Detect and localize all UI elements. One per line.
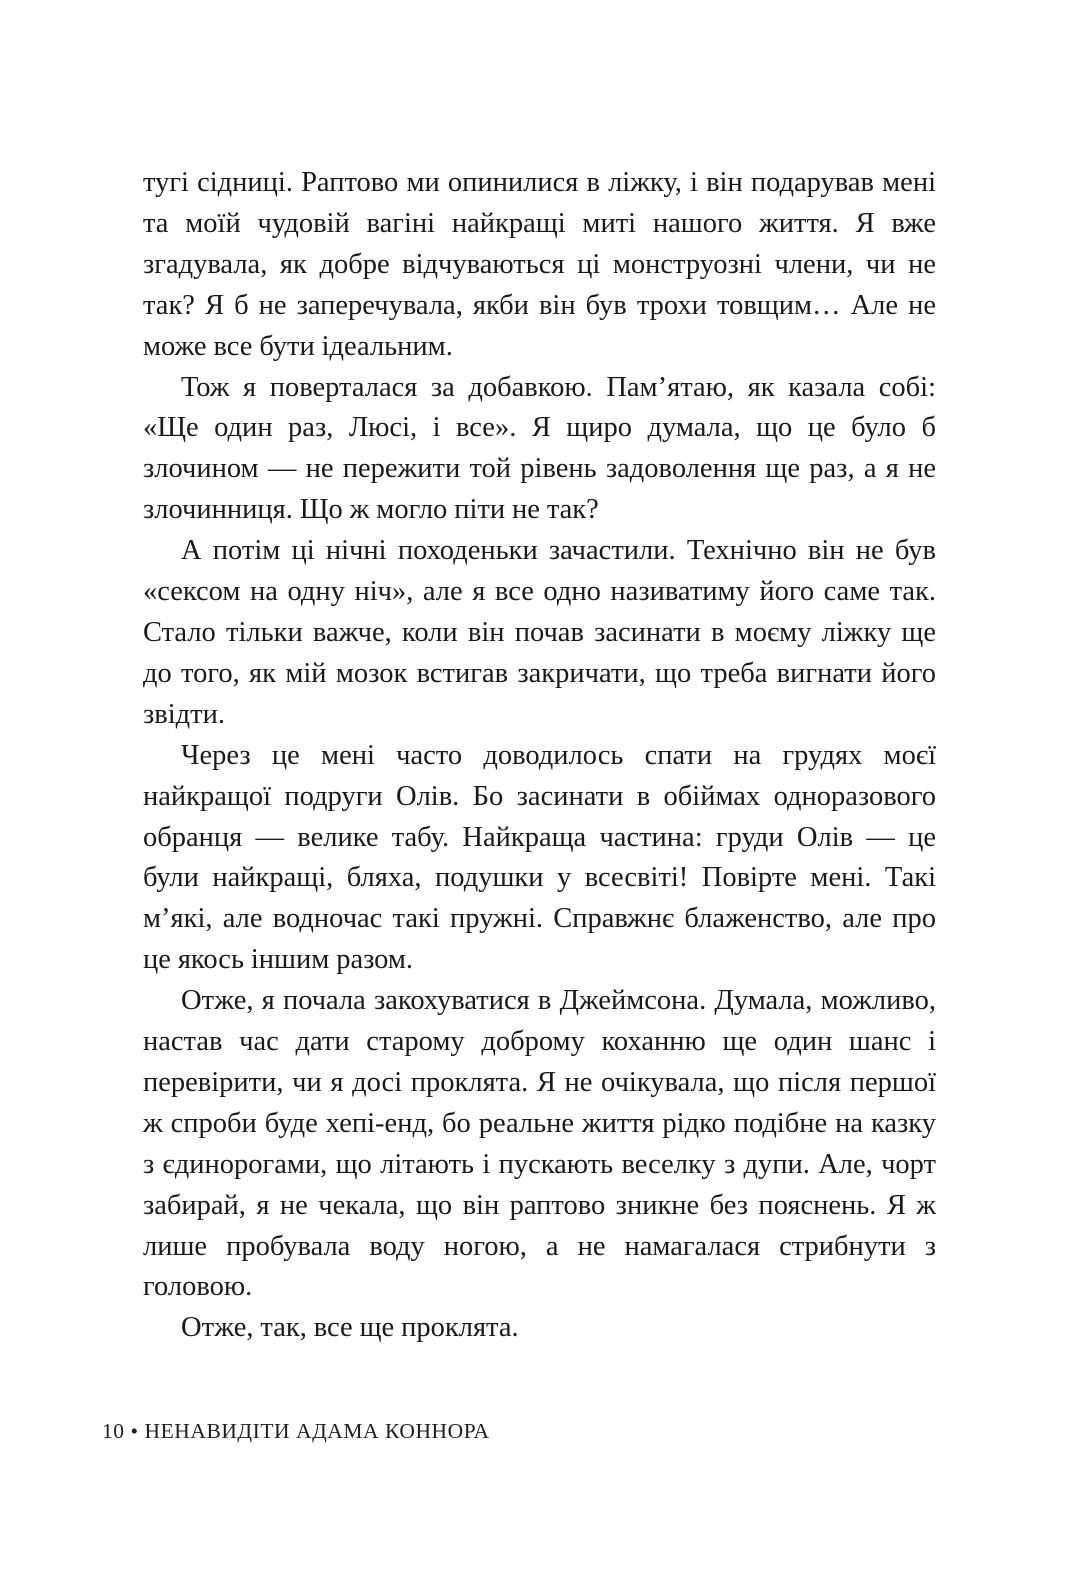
paragraph-3: А потім ці нічні походеньки зачастили. Технічно він не був «сексом на одну ніч», але я все одно називатиму його саме так. Стало тільки важче, коли він почав засинати в моєму ліжку ще до того, як мій мозок встигав закричати, що треба вигнати його звідти.	[143, 535, 936, 730]
paragraph-4: Через це мені часто доводилось спати на грудях моєї найкращої подруги Олів. Бо засинати в обіймах одноразового обранця — велике табу. Найкраща частина: груди Олів — це були найкращі, бляха, подушки у всесвіті! Повірте мені. Такі м’які, але водночас такі пружні. Справжнє блаженство, але про це якось іншим разом.	[143, 739, 936, 976]
paragraph-continued: тугі сідниці. Раптово ми опинилися в ліжку, і він подарував мені та моїй чудовій вагіні найкращі миті нашого життя. Я вже згадувала, як добре відчуваються ці монструозні члени, чи не так? Я б не заперечувала, якби він був трохи товщим… Але не може все бути ідеальним.	[143, 167, 936, 362]
paragraph-2: Тож я поверталася за добавкою. Пам’ятаю, як казала собі: «Ще один раз, Люсі, і все». Я щиро думала, що це було б злочином — не пережити той рівень задоволення ще раз, а я не злочинниця. Що ж могло піти не так?	[143, 371, 936, 526]
paragraph-5: Отже, я почала закохуватися в Джеймсона. Думала, можливо, настав час дати старому доброму коханню ще один шанс і перевірити, чи я досі проклята. Я не очікувала, що після першої ж спроби буде хепі-енд, бо реальне життя рідко подібне на казку з єдинорогами, що літають і пускають веселку з дупи. Але, чорт забирай, я не чекала, що він раптово зникне без пояснень. Я ж лише пробувала воду ногою, а не намагалася стрибнути з головою.	[143, 985, 936, 1303]
paragraph-6: Отже, так, все ще проклята.	[181, 1312, 519, 1344]
running-footer: 10 • НЕНАВИДІТИ АДАМА КОННОРА	[102, 1419, 490, 1443]
body-text-column	[143, 163, 936, 1349]
